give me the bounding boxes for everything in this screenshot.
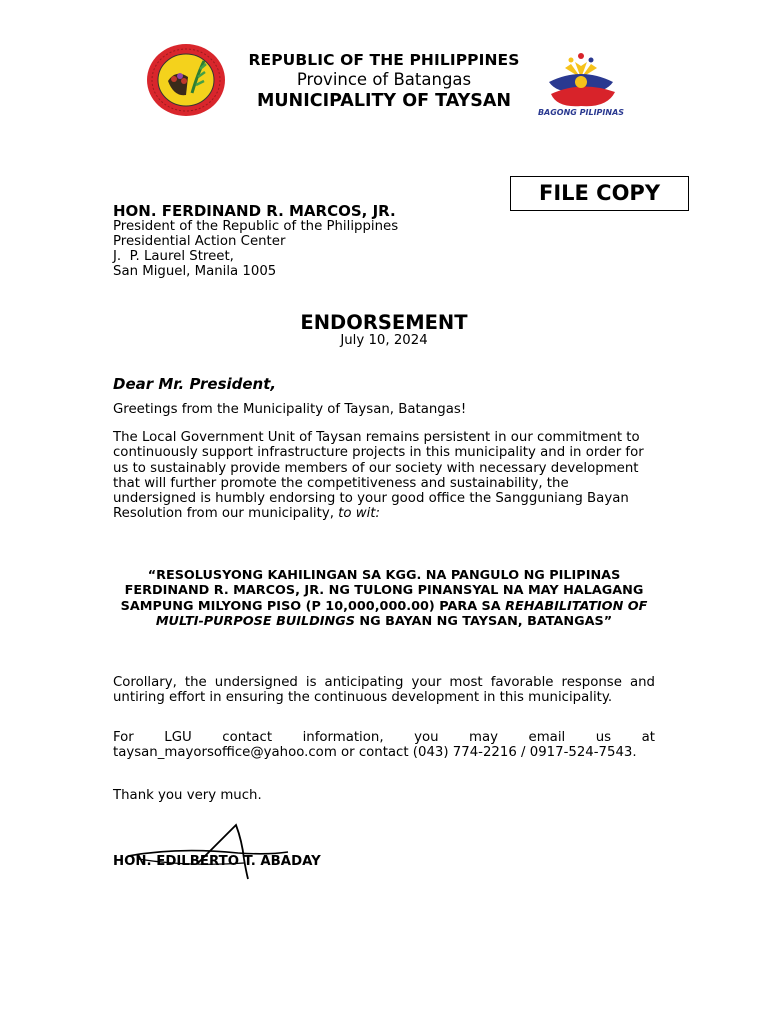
- header-republic: REPUBLIC OF THE PHILIPPINES: [248, 51, 520, 69]
- document-title: ENDORSEMENT: [300, 311, 468, 334]
- addressee-line: J. P. Laurel Street,: [113, 249, 234, 264]
- contact-paragraph: For LGU contact information, you may email us at taysan_mayorsoffice@yahoo.com or contact (043) 774-2216 / 0917-524-7543.: [113, 730, 655, 761]
- addressee-line: Presidential Action Center: [113, 234, 286, 249]
- signature-icon: [118, 823, 290, 881]
- corollary-paragraph: Corollary, the undersigned is anticipating your most favorable response and untiring effort in ensuring the continuous development in this municipality.: [113, 675, 655, 706]
- closing-line: Thank you very much.: [113, 788, 262, 803]
- resolution-text-end: NG BAYAN NG TAYSAN, BATANGAS”: [354, 614, 613, 630]
- greeting-paragraph: Greetings from the Municipality of Taysan, Batangas!: [113, 402, 467, 417]
- resolution-title: [113, 568, 655, 630]
- file-copy-stamp: FILE COPY: [510, 176, 689, 211]
- header-province: Province of Batangas: [296, 70, 472, 89]
- bagong-pilipinas-text: BAGONG PILIPINAS: [537, 108, 625, 117]
- resolution-text: “RESOLUSYONG KAHILINGAN SA KGG. NA PANGULO NG PILIPINAS FERDINAND R. MARCOS, JR. NG TULONG PINANSYAL NA MAY HALAGANG SAMPUNG MILYONG PISO (P 10,000,000.00) PARA SA: [120, 568, 644, 614]
- document-date: July 10, 2024: [340, 333, 428, 348]
- signatory-name: HON. EDILBERTO T. ABADAY: [113, 854, 321, 869]
- resolution-italic: REHABILITATION OF MULTI-PURPOSE BUILDINGS: [155, 598, 648, 630]
- taysan-seal-icon: [146, 43, 226, 117]
- salutation: Dear Mr. President,: [113, 375, 277, 393]
- addressee-name: HON. FERDINAND R. MARCOS, JR.: [113, 202, 396, 220]
- body-text: The Local Government Unit of Taysan remains persistent in our commitment to continuously support infrastructure projects in this municipality and in order for us to sustainably provide members of our society with necessary development that will further promote the competitiveness and sustainability, the undersigned is humbly endorsing to your good office the Sangguniang Bayan Resolution from our municipality,: [113, 430, 644, 522]
- addressee-line: San Miguel, Manila 1005: [113, 264, 277, 279]
- addressee-line: President of the Republic of the Philippines: [113, 219, 399, 234]
- header-municipality: MUNICIPALITY OF TAYSAN: [256, 91, 512, 111]
- bagong-pilipinas-logo-icon: [535, 42, 627, 122]
- body-emphasis: to wit:: [338, 506, 380, 522]
- body-paragraph: [113, 430, 655, 522]
